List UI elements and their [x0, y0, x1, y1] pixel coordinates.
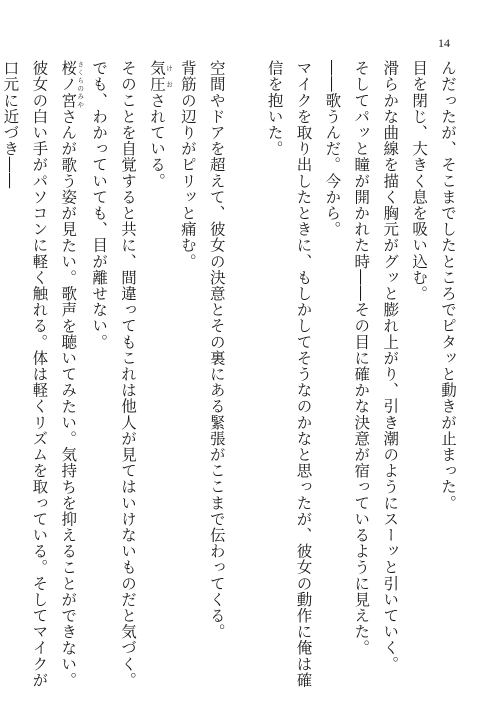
text-line: 背筋の辺りがピリッと痛む。: [178, 60, 197, 270]
text-line: んだったが、そこまでしたところでピタッと動きが止まった。: [439, 60, 457, 511]
text-line: 空間やドアを超えて、彼女の決意とその裏にある緊張がここまで伝わってくる。: [207, 60, 226, 640]
text-line: 目を閉じ、大きく息を吸い込む。: [410, 60, 429, 302]
ruby-base: 気圧: [147, 60, 166, 93]
text-line: そしてパッと瞳が開かれた時――その目に確かな決意が宿っているように見えた。: [352, 60, 371, 656]
ruby-base: 桜ノ宮: [59, 60, 78, 109]
text-line-with-ruby: [142, 60, 173, 666]
ruby-word: [59, 60, 85, 109]
ruby-line-rest: されている。: [147, 92, 166, 189]
ruby-word: [147, 60, 173, 93]
novel-body-text: [0, 60, 462, 688]
page-number: 14: [438, 36, 450, 50]
ruby-reading: さくらのみや: [76, 60, 85, 109]
ruby-line-rest: さんが歌う姿が見たい。歌声を聴いてみたい。気持ちを抑えることができない。: [59, 108, 78, 688]
text-line: 滑らかな曲線を描く胸元がグッと膨れ上がり、引き潮のようにスーッと引いていく。: [381, 60, 400, 672]
text-line: ――歌うんだ。今から。: [323, 60, 342, 238]
text-line: マイクを取り出したときに、もしかしてそうなのかなと思ったが、彼女の動作に俺は確: [294, 60, 313, 688]
text-line: 彼女の白い手がパソコンに軽く触れる。体は軽くリズムを取っている。そしてマイクが: [30, 60, 49, 688]
text-line: 口元に近づき――: [1, 60, 20, 189]
ruby-reading: けお: [164, 60, 173, 93]
text-line: 信を抱いた。: [265, 60, 284, 157]
text-line-with-ruby: [53, 60, 85, 688]
text-line: そのことを自覚すると共に、間違ってもこれは他人が見てはいけないものだと気づく。: [119, 60, 138, 688]
blank-line: [231, 60, 260, 666]
text-line: でも、わかっていても、目が離せない。: [90, 60, 109, 350]
